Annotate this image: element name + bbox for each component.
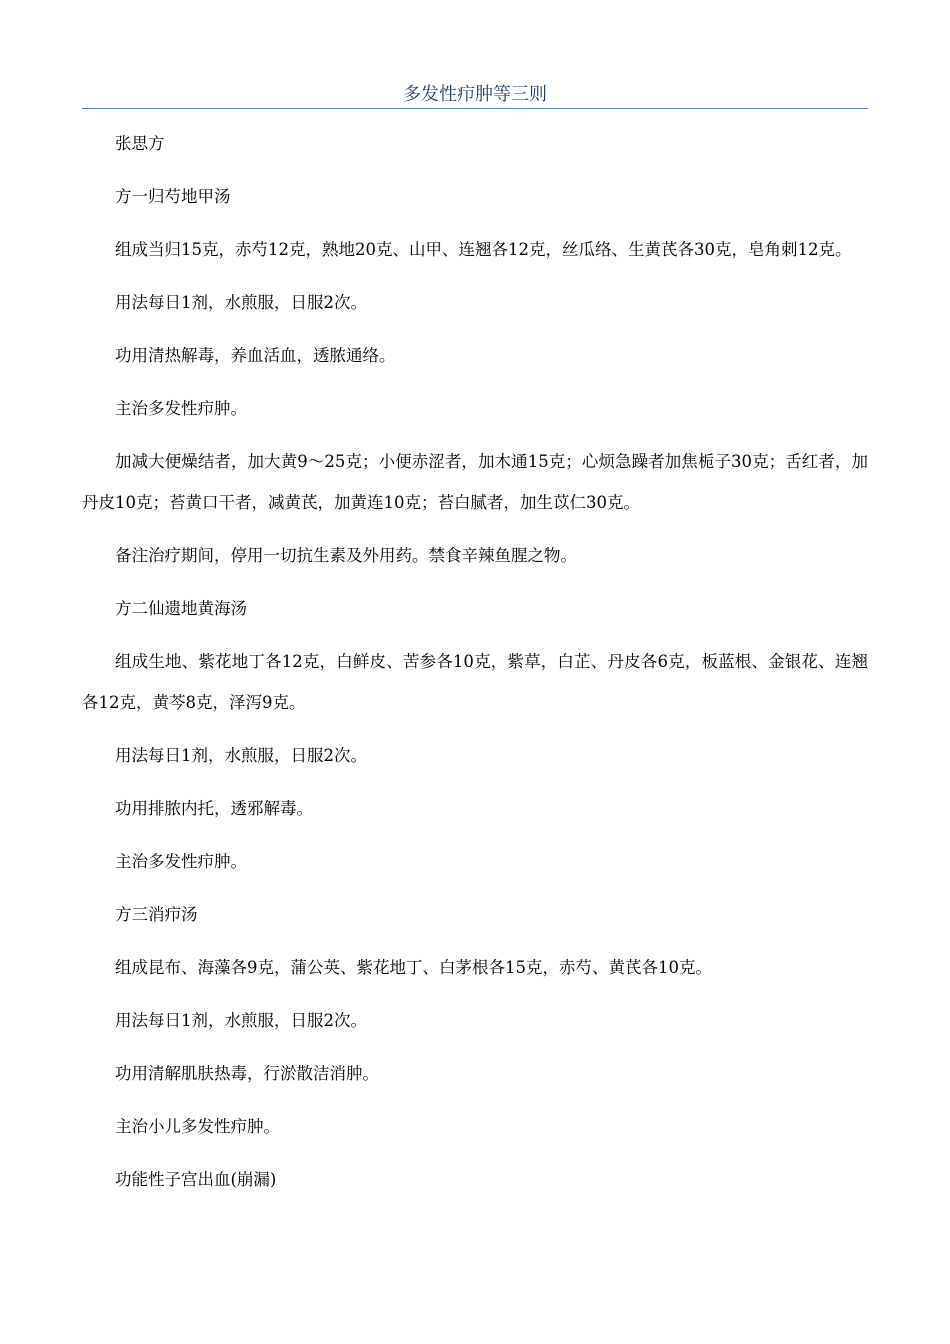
recipe-1-function: 功用清热解毒，养血活血，透脓通络。: [115, 346, 396, 365]
document-body: [82, 123, 868, 1212]
recipe-1-notes: 备注治疗期间，停用一切抗生素及外用药。禁食辛辣鱼腥之物。: [115, 546, 577, 565]
recipe-1-usage: 用法每日1剂，水煎服，日服2次。: [115, 293, 367, 312]
recipe-3-function: 功用清解肌肤热毒，行淤散洁消肿。: [115, 1064, 379, 1083]
recipe-2-composition: 组成生地、紫花地丁各12克，白鲜皮、苦参各10克，紫草，白芷、丹皮各6克，板蓝根、金银花、连翘各12克，黄芩8克，泽泻9克。: [82, 652, 868, 712]
recipe-2-heading: 方二仙遗地黄海汤: [115, 599, 247, 618]
recipe-2-usage: 用法每日1剂，水煎服，日服2次。: [115, 746, 367, 765]
recipe-3-composition: 组成昆布、海藻各9克，蒲公英、紫花地丁、白茅根各15克，赤芍、黄芪各10克。: [115, 958, 712, 977]
recipe-1-heading: 方一归芍地甲汤: [115, 187, 231, 206]
next-section-heading: 功能性子宫出血(崩漏): [115, 1170, 277, 1189]
recipe-2-indication: 主治多发性疖肿。: [115, 852, 247, 871]
recipe-1-indication: 主治多发性疖肿。: [115, 399, 247, 418]
recipe-2-function: 功用排脓内托，透邪解毒。: [115, 799, 313, 818]
recipe-3-heading: 方三消疖汤: [115, 905, 198, 924]
recipe-1-modification: 加减大便燥结者，加大黄9～25克；小便赤涩者，加木通15克；心烦急躁者加焦栀子30克；舌红者，加丹皮10克；苔黄口干者，减黄芪，加黄连10克；苔白腻者，加生苡仁30克。: [82, 452, 868, 512]
title-divider: [82, 108, 868, 109]
recipe-3-usage: 用法每日1剂，水煎服，日服2次。: [115, 1011, 367, 1030]
recipe-3-indication: 主治小儿多发性疖肿。: [115, 1117, 280, 1136]
document-title: 多发性疖肿等三则: [403, 84, 547, 105]
author-line: 张思方: [115, 134, 165, 153]
recipe-1-composition: 组成当归15克，赤芍12克，熟地20克、山甲、连翘各12克，丝瓜络、生黄芪各30克，皂角刺12克。: [115, 240, 852, 259]
